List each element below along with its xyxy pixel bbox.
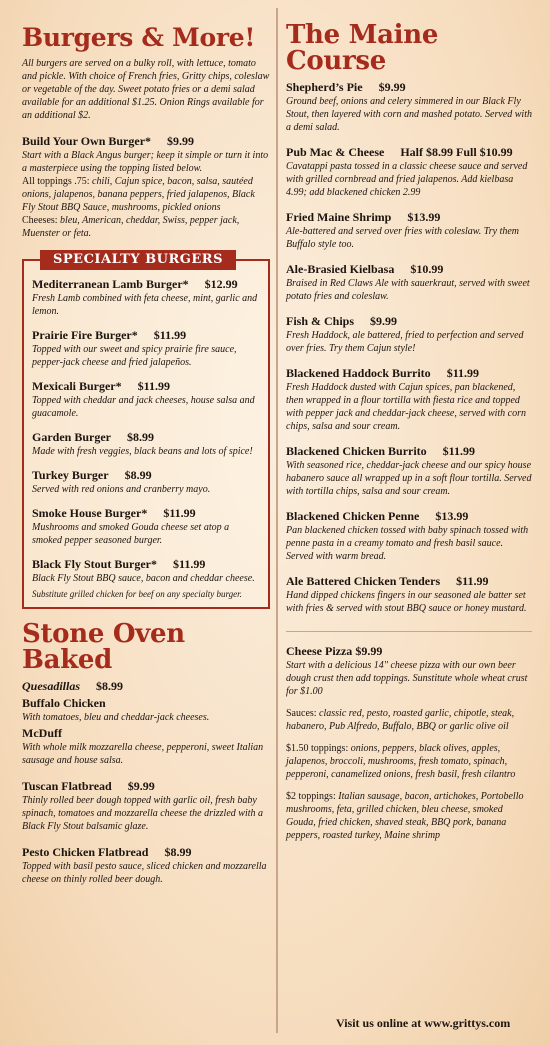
quesadillas-heading: Quesadillas $8.99 — [22, 679, 124, 693]
menu-item — [286, 509, 532, 563]
item-price: $9.99 — [167, 134, 195, 148]
item-price: $11.99 — [153, 328, 187, 342]
item-name: Prairie Fire Burger* — [32, 328, 138, 342]
item-description: Made with fresh veggies, black beans and lots of spice! — [32, 446, 253, 457]
menu-item — [286, 444, 532, 498]
item-name: Tuscan Flatbread — [22, 779, 112, 793]
specialty-burgers-list — [32, 277, 260, 585]
item-price: $8.99 — [164, 845, 192, 859]
item-description: Hand dipped chickens fingers in our seasoned ale batter set with fries & served with stout BBQ sauce or honey mustard. — [286, 590, 527, 614]
item-description: Pan blackened chicken tossed with baby spinach tossed with penne pasta in a creamy tomato and fresh basil sauce. Served with warm bread. — [286, 525, 529, 562]
item-description: Cavatappi pasta tossed in a classic cheese sauce and served with grilled cornbread and fried jalapenos. Add kielbasa 4.99; add blackened chicken 2.99 — [286, 161, 528, 198]
burgers-heading: Burgers & More! — [22, 23, 255, 52]
item-name: Cheese Pizza — [286, 644, 353, 658]
menu-item-pesto-flatbread — [22, 845, 270, 886]
item-price: $11.99 — [456, 574, 489, 588]
item-description: Braised in Red Claws Ale with sauerkraut, served with sweet potato fries and coleslaw. — [286, 278, 530, 302]
item-description: Start with a delicious 14" cheese pizza with our own beer dough crust then add toppings. Sunstitute whole wheat crust for $1.00 — [286, 660, 528, 697]
item-name: Build Your Own Burger* — [22, 134, 152, 148]
section-divider — [286, 631, 532, 632]
item-description: Served with red onions and cranberry mayo. — [32, 484, 211, 495]
item-description: With whole milk mozzarella cheese, pepperoni, sweet Italian sausage and house salsa. — [22, 742, 264, 766]
item-name: Fish & Chips — [286, 314, 355, 328]
item-name: McDuff — [22, 726, 62, 740]
substitute-note: Substitute grilled chicken for beef on any specialty burger. — [32, 589, 242, 599]
item-price: Half $8.99 Full $10.99 — [400, 145, 513, 159]
specialty-burgers-banner: SPECIALTY BURGERS — [40, 250, 236, 270]
item-name: Black Fly Stout Burger* — [32, 557, 157, 571]
item-name: Garden Burger — [32, 430, 111, 444]
item-name: Blackened Chicken Penne — [286, 509, 420, 523]
menu-item — [32, 557, 260, 585]
item-name: Blackened Chicken Burrito — [286, 444, 427, 458]
item-description: Fresh Haddock dusted with Cajun spices, pan blackened, then wrapped in a flour tortilla with fiesta rice and topped with pepper jack and cheddar-jack cheese, served with corn chips, salsa and sour cream. — [286, 382, 527, 432]
menu-item-mcduff — [22, 726, 270, 767]
item-price: $9.99 — [370, 314, 398, 328]
item-price: $11.99 — [173, 557, 206, 571]
item-name: Buffalo Chicken — [22, 696, 106, 710]
item-description: Black Fly Stout BBQ sauce, bacon and cheddar cheese. — [32, 573, 255, 584]
item-price: $11.99 — [442, 444, 476, 458]
item-name: Mediterranean Lamb Burger* — [32, 277, 189, 291]
menu-item — [286, 262, 532, 303]
maine-course-list — [286, 80, 532, 615]
menu-item — [286, 314, 532, 355]
item-description: Topped with our sweet and spicy prairie fire sauce, pepper-jack cheese and fried jalapeños. — [32, 344, 237, 368]
item-price: $10.99 — [410, 262, 444, 276]
item-name: Blackened Haddock Burrito — [286, 366, 431, 380]
item-description: Ale-battered and served over fries with coleslaw. Try them Buffalo style too. — [286, 226, 520, 250]
menu-item — [286, 210, 532, 251]
menu-item-tuscan-flatbread — [22, 779, 270, 833]
burgers-intro: All burgers are served on a bulky roll, with lettuce, tomato and pickle. With choice of French fries, Gritty chips, coleslaw or vegetable of the day. Sweet potato fries or a demi salad available for an additional $1.25. Onion Rings available for an additional $2. — [22, 58, 270, 121]
item-description: With seasoned rice, cheddar-jack cheese and our spicy house habanero sauce all wrapped up in a soft flour tortilla. Served with tortilla chips, salsa and sour cream. — [286, 460, 532, 497]
item-description: Start with a Black Angus burger; keep it simple or turn it into a masterpiece using the topping listed below. — [22, 150, 269, 174]
item-description: Mushrooms and smoked Gouda cheese set atop a smoked pepper seasoned burger. — [32, 522, 230, 546]
menu-item-buffalo-chicken — [22, 696, 270, 724]
menu-item — [32, 328, 260, 369]
item-name: Turkey Burger — [32, 468, 109, 482]
menu-item — [286, 80, 532, 134]
menu-item — [32, 468, 260, 496]
item-description: Fresh Haddock, ale battered, fried to perfection and served over fries. Try them Cajun style! — [286, 330, 524, 354]
item-price: $13.99 — [435, 509, 469, 523]
item-description: Ground beef, onions and celery simmered in our Black Fly Stout, then layered with corn and mashed potato. Served with a demi salad. — [286, 96, 532, 133]
item-name: Fried Maine Shrimp — [286, 210, 392, 224]
item-name: Pesto Chicken Flatbread — [22, 845, 149, 859]
item-name: Pub Mac & Cheese — [286, 145, 385, 159]
maine-course-heading: The Maine Course — [286, 20, 439, 76]
item-price: $11.99 — [163, 506, 196, 520]
pizza-sauces: Sauces: classic red, pesto, roasted garlic, chipotle, steak, habanero, Pub Alfredo, Buffalo, BBQ or garlic olive oil — [286, 708, 515, 732]
menu-item — [32, 506, 260, 547]
item-price: $8.99 — [124, 468, 152, 482]
stone-oven-heading: Stone Oven Baked — [22, 619, 185, 675]
menu-item — [286, 366, 532, 433]
pizza-toppings-2: $2 toppings: Italian sausage, bacon, artichokes, Portobello mushrooms, feta, grilled chicken, bleu cheese, smoked Gouda, fried chicken, shaved steak, BBQ pork, banana peppers, roasted turkey, Maine shrimp — [286, 791, 524, 841]
item-price: $9.99 — [355, 644, 383, 658]
item-name: Smoke House Burger* — [32, 506, 148, 520]
item-name: Ale-Brasied Kielbasa — [286, 262, 395, 276]
column-divider — [276, 8, 278, 1033]
item-price: $8.99 — [127, 430, 154, 444]
menu-item-byo-burger — [22, 134, 270, 240]
item-description: Thinly rolled beer dough topped with garlic oil, fresh baby spinach, tomatoes and mozzarella cheese the drizzled with a Black Fly Stout balsamic glaze. — [22, 795, 263, 832]
menu-item — [32, 277, 260, 318]
menu-item — [286, 145, 532, 199]
item-price: $9.99 — [127, 779, 155, 793]
item-price: $12.99 — [204, 277, 238, 291]
toppings-list: All toppings .75: chili, Cajun spice, bacon, salsa, sautéed onions, jalapenos, banana peppers, fried jalapenos, Black Fly Stout BBQ Sauce, mushrooms, pickled onions — [22, 176, 255, 213]
item-price: $9.99 — [378, 80, 406, 94]
menu-item — [286, 574, 532, 615]
item-price: $11.99 — [137, 379, 170, 393]
pizza-toppings-150: $1.50 toppings: onions, peppers, black olives, apples, jalapenos, broccoli, mushrooms, fresh tomato, spinach, pepperoni, canamelized onions, fresh basil, fresh cilantro — [286, 743, 516, 780]
item-description: Fresh Lamb combined with feta cheese, mint, garlic and lemon. — [32, 293, 258, 317]
item-description: Topped with cheddar and jack cheeses, house salsa and guacamole. — [32, 395, 255, 419]
left-column — [22, 0, 270, 886]
right-column — [286, 0, 532, 842]
website-link[interactable]: Visit us online at www.grittys.com — [336, 1016, 511, 1030]
item-description: Topped with basil pesto sauce, sliced chicken and mozzarella cheese on thinly rolled beer dough. — [22, 861, 267, 885]
item-price: $11.99 — [446, 366, 480, 380]
item-name: Mexicali Burger* — [32, 379, 122, 393]
item-price: $13.99 — [407, 210, 441, 224]
item-name: Shepherd’s Pie — [286, 80, 363, 94]
item-name: Ale Battered Chicken Tenders — [286, 574, 441, 588]
item-description: With tomatoes, bleu and cheddar-jack cheeses. — [22, 712, 210, 723]
menu-item-cheese-pizza — [286, 644, 532, 842]
menu-item — [32, 430, 260, 458]
cheeses-list: Cheeses: bleu, American, cheddar, Swiss, pepper jack, Muenster or feta. — [22, 215, 240, 239]
menu-item — [32, 379, 260, 420]
specialty-burgers-box — [22, 252, 270, 609]
